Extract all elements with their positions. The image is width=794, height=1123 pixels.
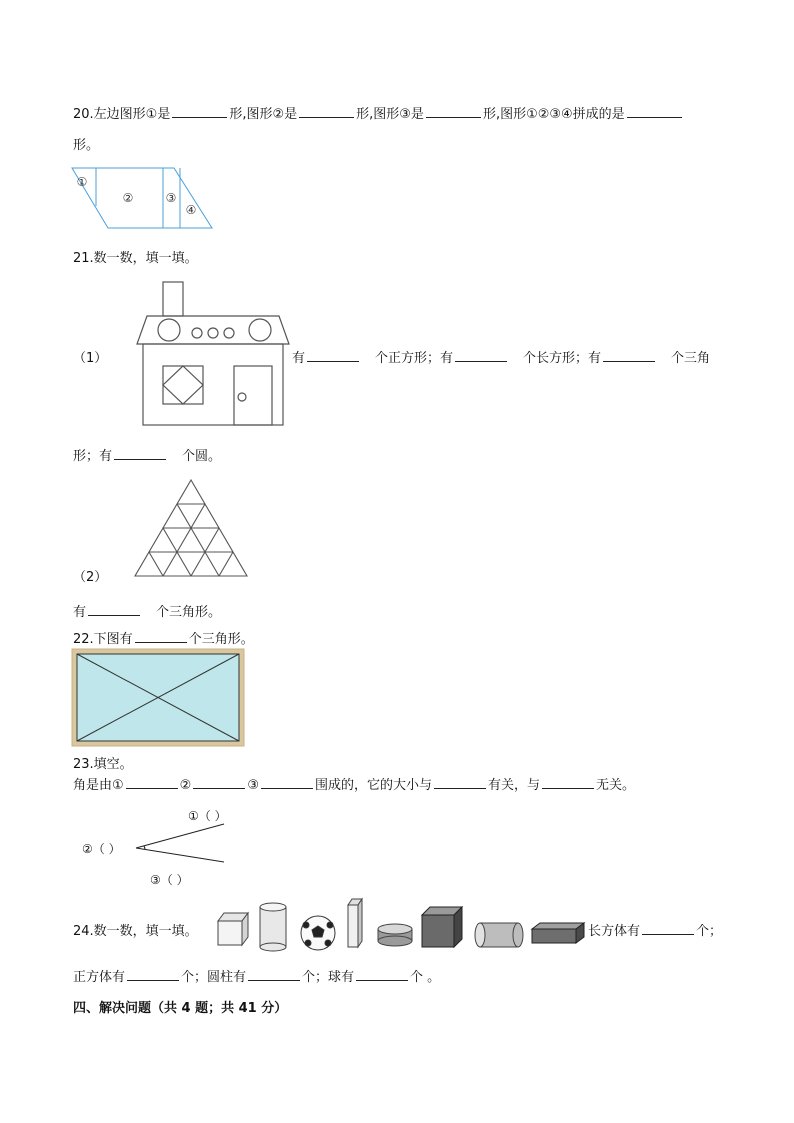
q21-part2-label: （2） bbox=[73, 570, 108, 585]
q21-part1-label: （1） bbox=[73, 351, 108, 366]
q22-blank[interactable] bbox=[135, 630, 187, 643]
q21-p2-text-a: 有 bbox=[73, 605, 87, 620]
q24-text-intro: 24.数一数，填一填。 bbox=[73, 924, 198, 939]
q22-text-a: 22.下图有 bbox=[73, 632, 133, 647]
q21-triangle-figure bbox=[133, 478, 251, 580]
q22-text-b: 个三角形。 bbox=[188, 632, 254, 647]
q24-blank-cylinder[interactable] bbox=[248, 968, 300, 981]
cube-small-icon bbox=[218, 913, 248, 945]
q21-part1-line1 bbox=[292, 347, 710, 366]
q23-text-f: 无关。 bbox=[596, 778, 636, 793]
q24-text-c: 个； bbox=[696, 924, 723, 939]
q23-label-vertex: ②（ ） bbox=[82, 842, 121, 856]
q23-angle-figure bbox=[130, 818, 230, 868]
q23-title: 23.填空。 bbox=[73, 757, 133, 772]
q20-line2: 形。 bbox=[73, 138, 100, 153]
q20-blank-4[interactable] bbox=[627, 105, 682, 118]
q20-line1 bbox=[73, 103, 684, 122]
q21-p2-text-b: 个三角形。 bbox=[156, 605, 222, 620]
q21-title: 21.数一数，填一填。 bbox=[73, 251, 198, 266]
q22-rectangle-figure bbox=[72, 649, 244, 746]
q20-label-2: ② bbox=[122, 191, 134, 205]
q24-line1-tail bbox=[588, 920, 722, 939]
q20-label-3: ③ bbox=[165, 191, 177, 205]
q24-line2 bbox=[73, 966, 440, 985]
ball-icon bbox=[301, 916, 335, 950]
q21-p1-text-f: 个圆。 bbox=[182, 449, 222, 464]
q24-blank-cuboid[interactable] bbox=[642, 922, 694, 935]
q23-blank-1[interactable] bbox=[126, 776, 178, 789]
q23-text-c: ③ bbox=[247, 778, 259, 793]
q24-blank-cube[interactable] bbox=[127, 968, 179, 981]
q23-blank-4[interactable] bbox=[434, 776, 486, 789]
q21-p1-text-a: 有 bbox=[292, 351, 306, 366]
q24-text-g: 个 。 bbox=[410, 970, 441, 985]
q20-label-4: ④ bbox=[185, 203, 197, 217]
q24-text-e: 个；圆柱有 bbox=[181, 970, 247, 985]
q23-text-e: 有关，与 bbox=[487, 778, 540, 793]
q21-p1-text-c: 个长方形；有 bbox=[523, 351, 602, 366]
q22-line bbox=[73, 628, 254, 647]
q24-text-d: 正方体有 bbox=[73, 970, 126, 985]
q20-text-1: 20.左边图形①是 bbox=[73, 107, 171, 122]
q23-blank-5[interactable] bbox=[542, 776, 594, 789]
q21-p1-text-d: 个三角 bbox=[671, 351, 711, 366]
q20-blank-1[interactable] bbox=[172, 105, 227, 118]
q23-line bbox=[73, 774, 635, 793]
q24-blank-ball[interactable] bbox=[356, 968, 408, 981]
cylinder-flat-icon bbox=[378, 924, 412, 946]
q24-text-f: 个；球有 bbox=[302, 970, 355, 985]
q21-blank-circles[interactable] bbox=[114, 447, 166, 460]
q20-parallelogram-figure bbox=[70, 166, 215, 231]
q23-text-b: ② bbox=[179, 778, 192, 793]
q24-text-b: 长方体有 bbox=[588, 924, 641, 939]
section4-title: 四、解决问题（共 4 题；共 41 分） bbox=[73, 1001, 288, 1016]
q21-part2-line bbox=[73, 601, 221, 620]
q20-text-2: 形,图形②是 bbox=[229, 107, 298, 122]
q21-blank-triangles[interactable] bbox=[603, 349, 655, 362]
q23-label-side: ①（ ） bbox=[188, 809, 227, 823]
q23-label-other-side: ③（ ） bbox=[150, 873, 189, 887]
q20-text-3: 形,图形③是 bbox=[356, 107, 424, 122]
cuboid-long-icon bbox=[532, 923, 584, 943]
q23-blank-2[interactable] bbox=[193, 776, 245, 789]
cylinder-horizontal-icon bbox=[475, 923, 523, 947]
q21-p1-text-b: 个正方形；有 bbox=[375, 351, 454, 366]
q23-text-d: 围成的，它的大小与 bbox=[314, 778, 432, 793]
q23-blank-3[interactable] bbox=[261, 776, 313, 789]
q21-blank-rectangles[interactable] bbox=[455, 349, 507, 362]
q20-text-4: 形,图形①②③④拼成的是 bbox=[482, 107, 625, 122]
q21-p1-text-e: 形；有 bbox=[73, 449, 113, 464]
q20-blank-2[interactable] bbox=[299, 105, 354, 118]
q21-part1-line2 bbox=[73, 445, 221, 464]
q20-label-1: ① bbox=[76, 175, 88, 189]
q23-text-a: 角是由① bbox=[73, 778, 124, 793]
q21-blank-squares[interactable] bbox=[307, 349, 359, 362]
q20-blank-3[interactable] bbox=[426, 105, 481, 118]
cube-large-icon bbox=[422, 907, 462, 947]
cylinder-tall-icon bbox=[260, 903, 286, 951]
q21-blank-triangle-count[interactable] bbox=[88, 603, 140, 616]
cuboid-tall-icon bbox=[348, 899, 362, 947]
q21-house-figure bbox=[133, 282, 293, 427]
q24-solids-figure bbox=[214, 895, 586, 953]
